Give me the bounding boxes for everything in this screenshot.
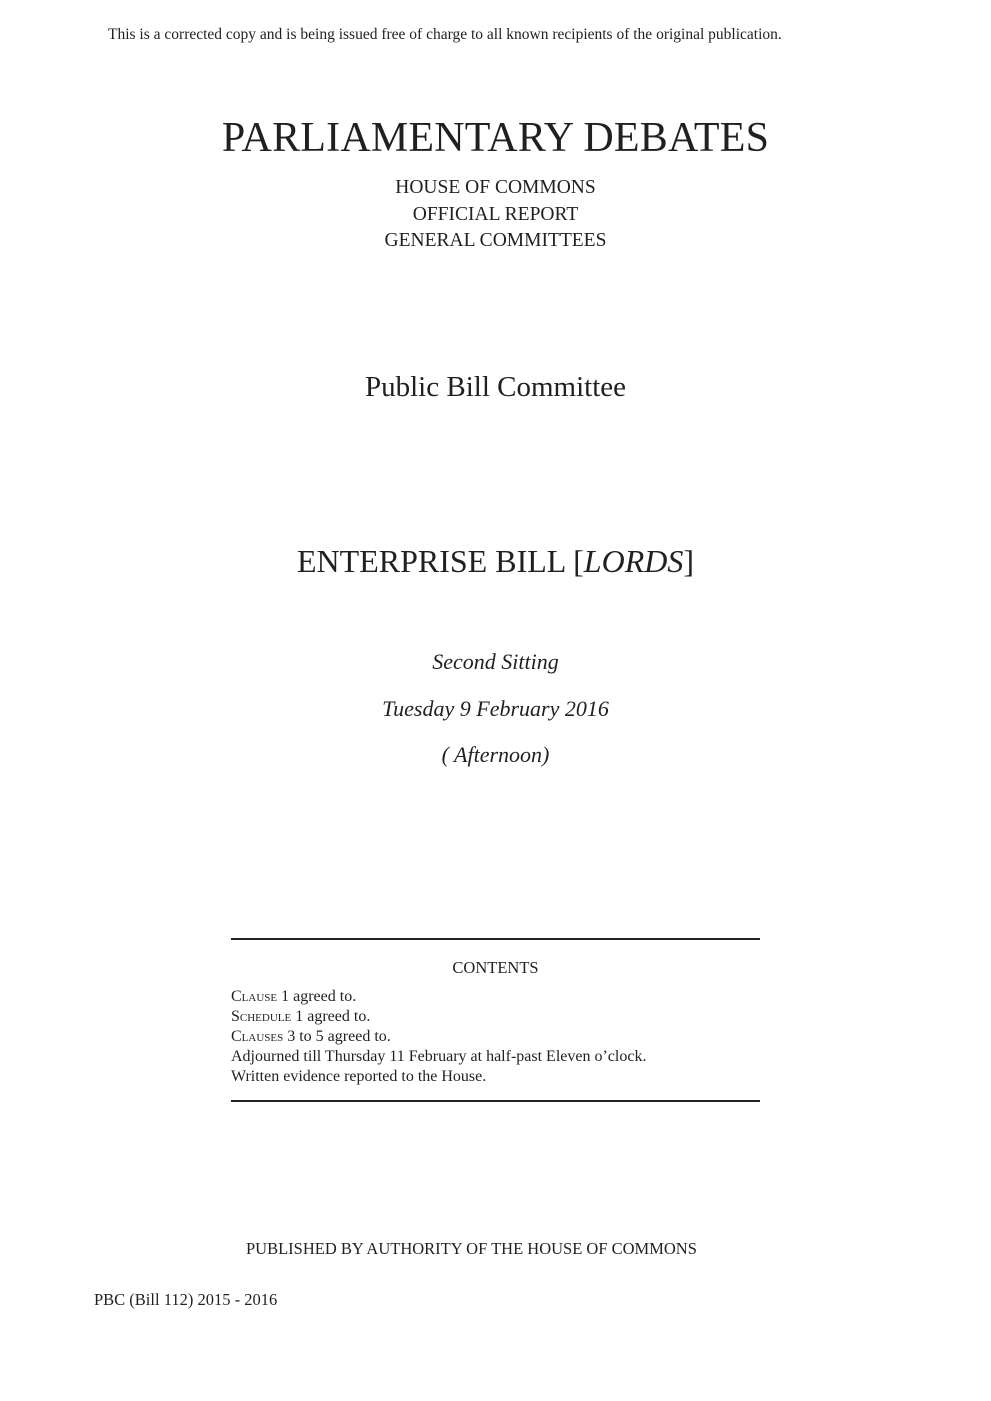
bill-name: ENTERPRISE BILL [ [296, 543, 584, 579]
contents-item-text: 1 agreed to. [277, 988, 357, 1005]
contents-item-text: Written evidence reported to the House. [231, 1068, 487, 1085]
sitting-session: ( Afternoon) [441, 742, 550, 767]
contents-item [231, 1007, 760, 1027]
committee-name: Public Bill Committee [365, 371, 626, 403]
subtitle-line-house: HOUSE OF COMMONS [395, 177, 596, 198]
sitting-date: Tuesday 9 February 2016 [382, 696, 609, 721]
contents-item-prefix: Clauses [231, 1028, 284, 1045]
contents-item [231, 987, 760, 1007]
contents-item [231, 1047, 760, 1067]
contents-item-text: Adjourned till Thursday 11 February at half-past Eleven o’clock. [231, 1048, 647, 1065]
contents-item-prefix: Schedule [231, 1008, 292, 1025]
contents-item-text: 1 agreed to. [291, 1008, 371, 1025]
subtitle-line-committees: GENERAL COMMITTEES [384, 230, 607, 251]
contents-item [231, 1027, 760, 1047]
sitting-number: Second Sitting [432, 649, 559, 674]
contents-heading: CONTENTS [452, 958, 539, 977]
contents-item [231, 1067, 760, 1087]
published-by-line: PUBLISHED BY AUTHORITY OF THE HOUSE OF COMMONS [246, 1239, 697, 1258]
publication-subtitle [0, 175, 991, 255]
bill-origin: LORDS [583, 543, 684, 579]
contents-section [231, 938, 760, 1102]
contents-item-prefix: Clause [231, 988, 278, 1005]
bill-title [0, 543, 991, 580]
publication-title: PARLIAMENTARY DEBATES [221, 115, 770, 161]
subtitle-line-report: OFFICIAL REPORT [412, 203, 579, 225]
bill-bracket-close: ] [683, 543, 694, 579]
corrected-copy-notice: This is a corrected copy and is being issued free of charge to all known recipients of the original publication. [108, 26, 782, 43]
contents-item-text: 3 to 5 agreed to. [283, 1028, 391, 1045]
bill-reference: PBC (Bill 112) 2015 - 2016 [94, 1290, 278, 1309]
